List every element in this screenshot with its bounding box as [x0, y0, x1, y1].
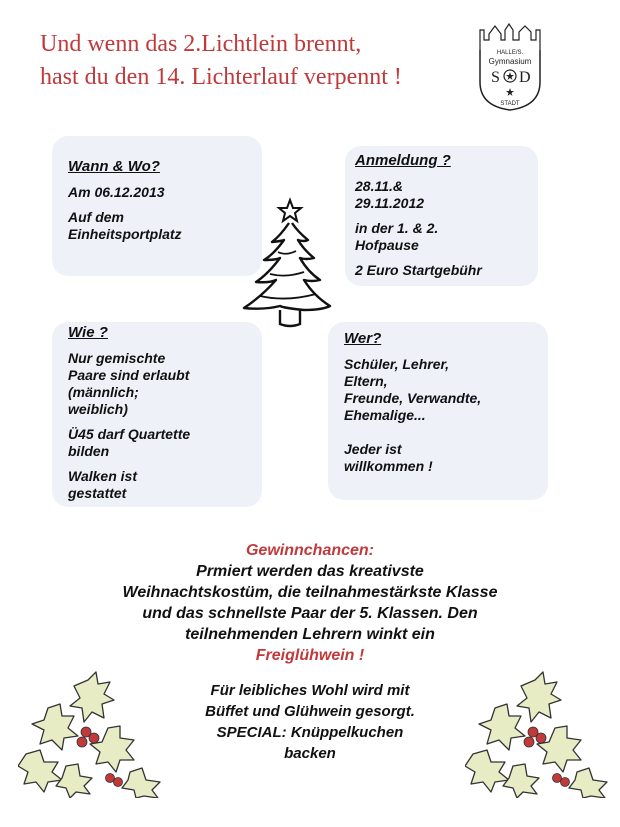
- wer-line-4: Ehemalige...: [344, 407, 426, 423]
- wie-heading: Wie ?: [68, 324, 108, 341]
- wie-rule-1-line-1: Nur gemischte: [68, 350, 166, 366]
- special-label: SPECIAL:: [216, 724, 287, 741]
- wie-rule-1-line-2: Paare sind erlaubt: [68, 367, 190, 383]
- headline: [40, 28, 470, 94]
- holly-icon: [465, 668, 615, 798]
- anmeldung-dates-line-1: 28.11.&: [355, 178, 403, 194]
- wie-rule-3-line-2: gestattet: [68, 485, 127, 501]
- gewinn-heading: Gewinnchancen:: [245, 542, 375, 559]
- wer-line-5: Jeder ist: [344, 441, 402, 457]
- logo-letter-d: D: [519, 69, 531, 86]
- headline-line-1: Und wenn das 2.Lichtlein brennt,: [40, 31, 362, 57]
- logo-letter-s: S: [491, 69, 500, 86]
- wer-heading: Wer?: [344, 330, 382, 347]
- food-section: [150, 680, 470, 764]
- logo-top-text: HALLE/S.: [496, 50, 524, 56]
- holly-icon: [18, 668, 168, 798]
- gewinn-line-4: teilnehmenden Lehrern winkt ein: [185, 626, 435, 643]
- food-line-3: [150, 722, 470, 743]
- anmeldung-heading: Anmeldung ?: [355, 152, 451, 169]
- box-wann-wo: [52, 136, 262, 276]
- wie-rule-2-line-1: Ü45 darf Quartette: [68, 426, 191, 442]
- gewinn-line-1: Prmiert werden das kreativste: [196, 563, 424, 580]
- wer-line-1: Schüler, Lehrer,: [344, 356, 450, 372]
- gewinn-line-2: Weihnachtskostüm, die teilnahmestärkste Klasse: [122, 584, 498, 601]
- food-line-4: backen: [284, 745, 336, 762]
- wie-rule-1-line-3: (männlich;: [68, 384, 139, 400]
- wer-line-2: Eltern,: [344, 373, 388, 389]
- wann-heading: Wann & Wo?: [68, 158, 160, 175]
- gewinnchancen-section: [0, 540, 620, 666]
- food-line-1: Für leibliches Wohl wird mit: [210, 682, 410, 699]
- anmeldung-fee: 2 Euro Startgebühr: [355, 262, 482, 278]
- box-wie: [52, 322, 262, 507]
- wann-place-line-1: Auf dem: [68, 209, 124, 225]
- gewinn-line-5: Freiglühwein !: [255, 647, 365, 664]
- wie-rule-3-line-1: Walken ist: [68, 468, 137, 484]
- logo-name-text: Gymnasium: [488, 57, 532, 66]
- christmas-tree-icon: [234, 196, 334, 338]
- school-logo-icon: [475, 22, 545, 112]
- box-anmeldung: [345, 146, 538, 286]
- wer-line-3: Freunde, Verwandte,: [344, 390, 482, 406]
- wie-rule-1-line-4: weiblich): [68, 401, 128, 417]
- anmeldung-dates-line-2: 29.11.2012: [355, 195, 425, 211]
- wie-rule-2-line-2: bilden: [68, 443, 110, 459]
- wann-place-line-2: Einheitsportplatz: [68, 226, 182, 242]
- logo-bottom-text: STADT: [500, 101, 520, 107]
- anmeldung-pause-line-1: in der 1. & 2.: [355, 220, 439, 236]
- wer-line-6: willkommen !: [344, 458, 433, 474]
- food-line-2: Büffet und Glühwein gesorgt.: [205, 703, 415, 720]
- box-wer: [328, 322, 548, 500]
- wann-date: Am 06.12.2013: [68, 184, 165, 200]
- special-text: Knüppelkuchen: [286, 724, 404, 741]
- gewinn-line-3: und das schnellste Paar der 5. Klassen. Den: [142, 605, 478, 622]
- headline-line-2: hast du den 14. Lichterlauf verpennt !: [40, 64, 402, 90]
- anmeldung-pause-line-2: Hofpause: [355, 237, 419, 253]
